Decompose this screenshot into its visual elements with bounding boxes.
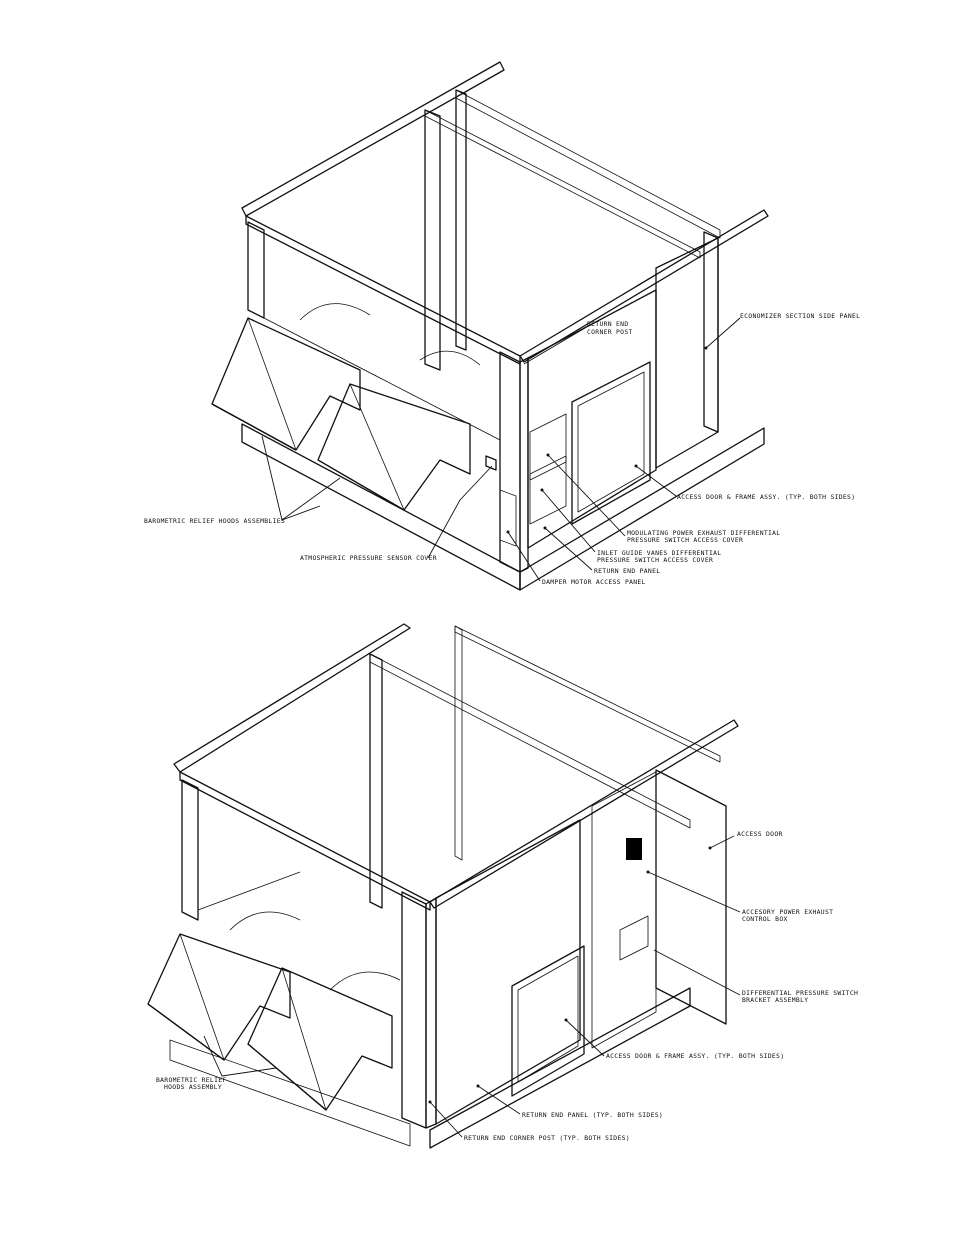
blower-1: [300, 304, 370, 320]
hood-2: [318, 384, 470, 510]
b-label-access-door-frame: ACCESS DOOR & FRAME ASSY. (TYP. BOTH SIDES): [606, 1052, 785, 1060]
b-base-left: [170, 1040, 410, 1146]
dot-damper: [507, 531, 510, 534]
atmospheric-sensor-box: [486, 456, 496, 470]
label-atmospheric-sensor: ATMOSPHERIC PRESSURE SENSOR COVER: [300, 554, 437, 562]
label-barometric-hoods: BAROMETRIC RELIEF HOODS ASSEMBLIES: [144, 517, 286, 525]
b-right-section: [592, 772, 656, 1048]
b-dot-access-frame: [565, 1019, 568, 1022]
b-top-front-rail: [180, 772, 430, 910]
access-door-top: [572, 362, 650, 524]
label-inlet-guide-1: INLET GUIDE VANES DIFFERENTIAL: [597, 549, 722, 557]
top-front-rail: [246, 216, 520, 364]
dot-return-end-panel: [544, 527, 547, 530]
leader-corner-post: [524, 328, 585, 364]
hood-1-edge: [248, 318, 296, 450]
bottom-labels: [156, 830, 858, 1142]
b-inner-post: [370, 654, 382, 908]
b-leader-access-door: [710, 836, 734, 848]
b-leader-corner-post: [430, 1102, 462, 1137]
b-label-access-door: ACCESS DOOR: [737, 830, 783, 838]
top-back-rail: [456, 90, 720, 238]
inner-post: [425, 110, 440, 370]
dot-access-door: [635, 465, 638, 468]
b-interior-line: [198, 872, 300, 910]
leader-economizer: [706, 318, 740, 348]
hood-1: [212, 318, 360, 450]
base-left: [242, 424, 520, 590]
label-modulating-1: MODULATING POWER EXHAUST DIFFERENTIAL: [627, 529, 781, 537]
b-blower-2: [330, 972, 400, 990]
label-access-door-frame: ACCESS DOOR & FRAME ASSY. (TYP. BOTH SIDES): [677, 493, 856, 501]
economizer-side-panel: [656, 238, 718, 468]
b-hood-1-edge: [180, 934, 224, 1060]
b-dot-control-box: [647, 871, 650, 874]
leader-damper: [508, 532, 540, 581]
hood-1-fold: [330, 396, 360, 410]
b-dot-access-door: [709, 847, 712, 850]
dot-economizer: [705, 347, 708, 350]
label-inlet-guide-2: PRESSURE SWITCH ACCESS COVER: [597, 556, 714, 564]
label-damper-motor: DAMPER MOTOR ACCESS PANEL: [542, 578, 646, 586]
inlet-guide-cover: [530, 456, 566, 524]
b-hood-1-bottom: [148, 1004, 224, 1060]
b-left-post: [182, 780, 198, 920]
b-control-box: [626, 838, 642, 860]
return-end-corner-post: [500, 352, 520, 572]
label-economizer-side-panel: ECONOMIZER SECTION SIDE PANEL: [740, 312, 861, 320]
corner-post-side: [520, 358, 528, 572]
b-dp-switch-bracket: [620, 916, 648, 960]
leader-hoods-1: [262, 436, 320, 520]
b-corner-post-side: [426, 898, 436, 1128]
b-label-dp-switch-2: BRACKET ASSEMBLY: [742, 996, 809, 1004]
label-modulating-2: PRESSURE SWITCH ACCESS COVER: [627, 536, 744, 544]
b-label-barometric-2: HOODS ASSEMBLY: [164, 1083, 223, 1091]
hood-2-edge: [350, 384, 404, 510]
b-top-back-rail: [455, 626, 720, 762]
b-dot-corner-post: [429, 1101, 432, 1104]
hood-2-fold: [440, 460, 470, 474]
label-return-end-corner-post-1: RETURN END: [587, 320, 629, 328]
b-label-return-end-corner-post: RETURN END CORNER POST (TYP. BOTH SIDES): [464, 1134, 630, 1142]
label-return-end-corner-post-2: CORNER POST: [587, 328, 633, 336]
b-return-end-corner-post: [402, 892, 426, 1128]
b-top-left-rail: [174, 624, 410, 772]
base-right: [520, 428, 764, 590]
top-right-rail: [520, 210, 768, 362]
b-label-dp-switch-1: DIFFERENTIAL PRESSURE SWITCH: [742, 989, 859, 997]
label-return-end-panel: RETURN END PANEL: [594, 567, 661, 575]
b-label-return-end-panel: RETURN END PANEL (TYP. BOTH SIDES): [522, 1111, 664, 1119]
b-blower-1: [230, 912, 300, 930]
b-top-mid-rail: [370, 654, 690, 828]
right-post: [704, 232, 718, 432]
access-door-inner: [578, 372, 644, 512]
hood-1-bottom: [212, 404, 296, 450]
b-label-control-box-2: CONTROL BOX: [742, 915, 788, 923]
b-hood-2-bottom: [248, 1044, 326, 1110]
dot-modulating: [547, 454, 550, 457]
blower-2: [420, 351, 480, 365]
b-back-post: [455, 626, 462, 860]
bottom-unit-drawing: [148, 624, 738, 1148]
bottom-leaders: [204, 836, 740, 1137]
b-leader-dp-switch: [654, 950, 740, 995]
b-hood-2-edge: [282, 968, 326, 1110]
top-left-rail: [242, 62, 504, 216]
dot-inlet-guide: [541, 489, 544, 492]
leader-atmospheric: [428, 466, 492, 558]
b-hood-2: [248, 968, 392, 1110]
b-dot-return-panel: [477, 1085, 480, 1088]
damper-motor-panel: [500, 490, 516, 546]
leader-hoods-2: [282, 478, 340, 520]
modulating-cover: [530, 414, 566, 480]
b-label-barometric-1: BAROMETRIC RELIEF: [156, 1076, 227, 1084]
left-post: [248, 222, 264, 318]
b-label-control-box-1: ACCESORY POWER EXHAUST: [742, 908, 834, 916]
